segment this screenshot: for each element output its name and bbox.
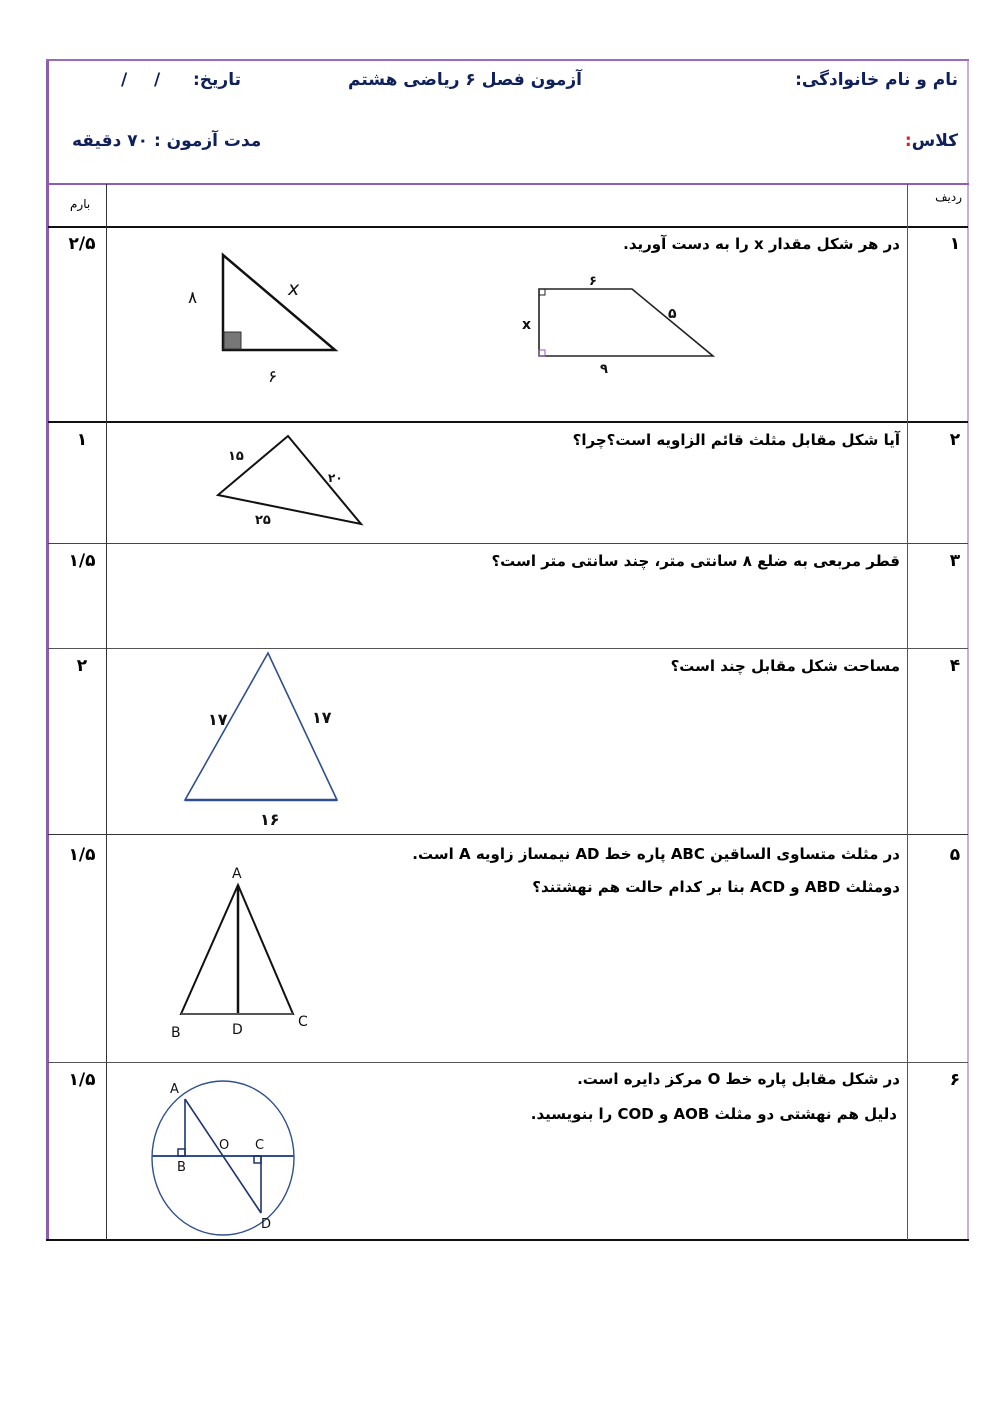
trapezoid-figure [510, 270, 730, 380]
class-label-text: کلاس [911, 131, 958, 151]
row-number: ۴ [949, 656, 961, 676]
label-side-20: ۲۰ [328, 471, 343, 485]
trapezoid-shape [539, 289, 713, 356]
label-point-o: O [219, 1138, 230, 1153]
question-text-line2: دومثلث ABD و ACD بنا بر کدام حالت هم نهشتند؟ [532, 878, 900, 896]
date-slash-month: / [121, 70, 128, 90]
label-side-horizontal: ۶ [268, 367, 278, 387]
label-vertex-b: B [171, 1025, 181, 1041]
row-score: ۱/۵ [68, 845, 96, 865]
isosceles-triangle-figure [170, 645, 360, 835]
row-number: ۵ [949, 845, 961, 865]
row-divider [48, 1062, 968, 1063]
triangle-15-20-25-figure [200, 425, 380, 535]
class-label [905, 131, 958, 151]
label-left-side: ۱۷ [208, 710, 228, 729]
column-header-score: بارم [70, 197, 91, 211]
row-divider [48, 421, 968, 423]
header-divider [46, 183, 969, 185]
label-height: x [522, 317, 532, 333]
row-number: ۲ [949, 430, 961, 450]
row-score: ۲/۵ [68, 234, 96, 254]
label-hypotenuse: x [288, 278, 300, 300]
label-side-vertical: ۸ [188, 288, 198, 308]
label-point-b: B [177, 1160, 186, 1175]
question-text: مساحت شکل مقابل چند است؟ [670, 657, 900, 675]
question-text-line1: در شکل مقابل پاره خط O مرکز دایره است. [577, 1070, 900, 1088]
row-divider [48, 226, 968, 228]
label-side-15: ۱۵ [228, 449, 244, 464]
row-score: ۲ [76, 656, 88, 676]
date-slash-day: / [154, 70, 161, 90]
right-angle-marker-top [539, 289, 545, 295]
label-point-d: D [261, 1217, 272, 1232]
row-score: ۱/۵ [68, 1070, 96, 1090]
circle-congruent-triangles-figure [140, 1065, 310, 1240]
exam-title: آزمون فصل ۶ ریاضی هشتم [348, 70, 582, 90]
question-text-line2: دلیل هم نهشتی دو مثلث AOB و COD را بنویسید. [530, 1105, 897, 1123]
label-side-25: ۲۵ [255, 513, 271, 528]
question-text: در هر شکل مقدار x را به دست آورید. [623, 235, 900, 253]
circle-shape [152, 1081, 294, 1235]
row-number: ۶ [949, 1070, 961, 1090]
question-text-line1: در مثلث متساوی الساقین ABC پاره خط AD نیمساز زاویه A است. [412, 845, 900, 863]
right-angle-marker [224, 332, 241, 349]
row-score: ۱ [76, 430, 88, 450]
row-score: ۱/۵ [68, 551, 96, 571]
student-name-label: نام و نام خانوادگی: [795, 70, 958, 90]
label-right-side: ۱۷ [312, 708, 332, 727]
frame-top-border [46, 59, 969, 61]
right-triangle-figure [180, 245, 350, 390]
column-header-row: ردیف [935, 190, 962, 204]
question-text: آیا شکل مقابل مثلث قائم الزاویه است؟چرا؟ [572, 431, 900, 449]
row-number: ۳ [949, 551, 961, 571]
label-slant: ۵ [668, 306, 677, 322]
isosceles-triangle-bisector-figure [165, 860, 325, 1045]
label-point-d: D [232, 1022, 243, 1038]
exam-duration: مدت آزمون : ۷۰ دقیقه [72, 131, 262, 151]
date-label: تاریخ: [193, 70, 241, 90]
column-divider-score [106, 184, 107, 1240]
row-number: ۱ [949, 234, 961, 254]
row-divider [48, 543, 968, 544]
right-angle-marker-c [254, 1156, 261, 1163]
column-divider-row [907, 184, 908, 1240]
label-base: ۱۶ [260, 810, 280, 829]
question-text: قطر مربعی به ضلع ۸ سانتی متر، چند سانتی متر است؟ [491, 552, 900, 570]
right-angle-marker-b [178, 1149, 185, 1156]
label-point-a: A [170, 1082, 179, 1097]
label-vertex-a: A [232, 866, 242, 882]
label-bottom: ۹ [600, 362, 608, 377]
label-point-c: C [255, 1138, 265, 1153]
label-vertex-c: C [298, 1014, 308, 1030]
label-top: ۶ [589, 274, 597, 289]
class-label-colon: : [904, 131, 912, 151]
right-angle-marker-bottom [539, 350, 545, 356]
